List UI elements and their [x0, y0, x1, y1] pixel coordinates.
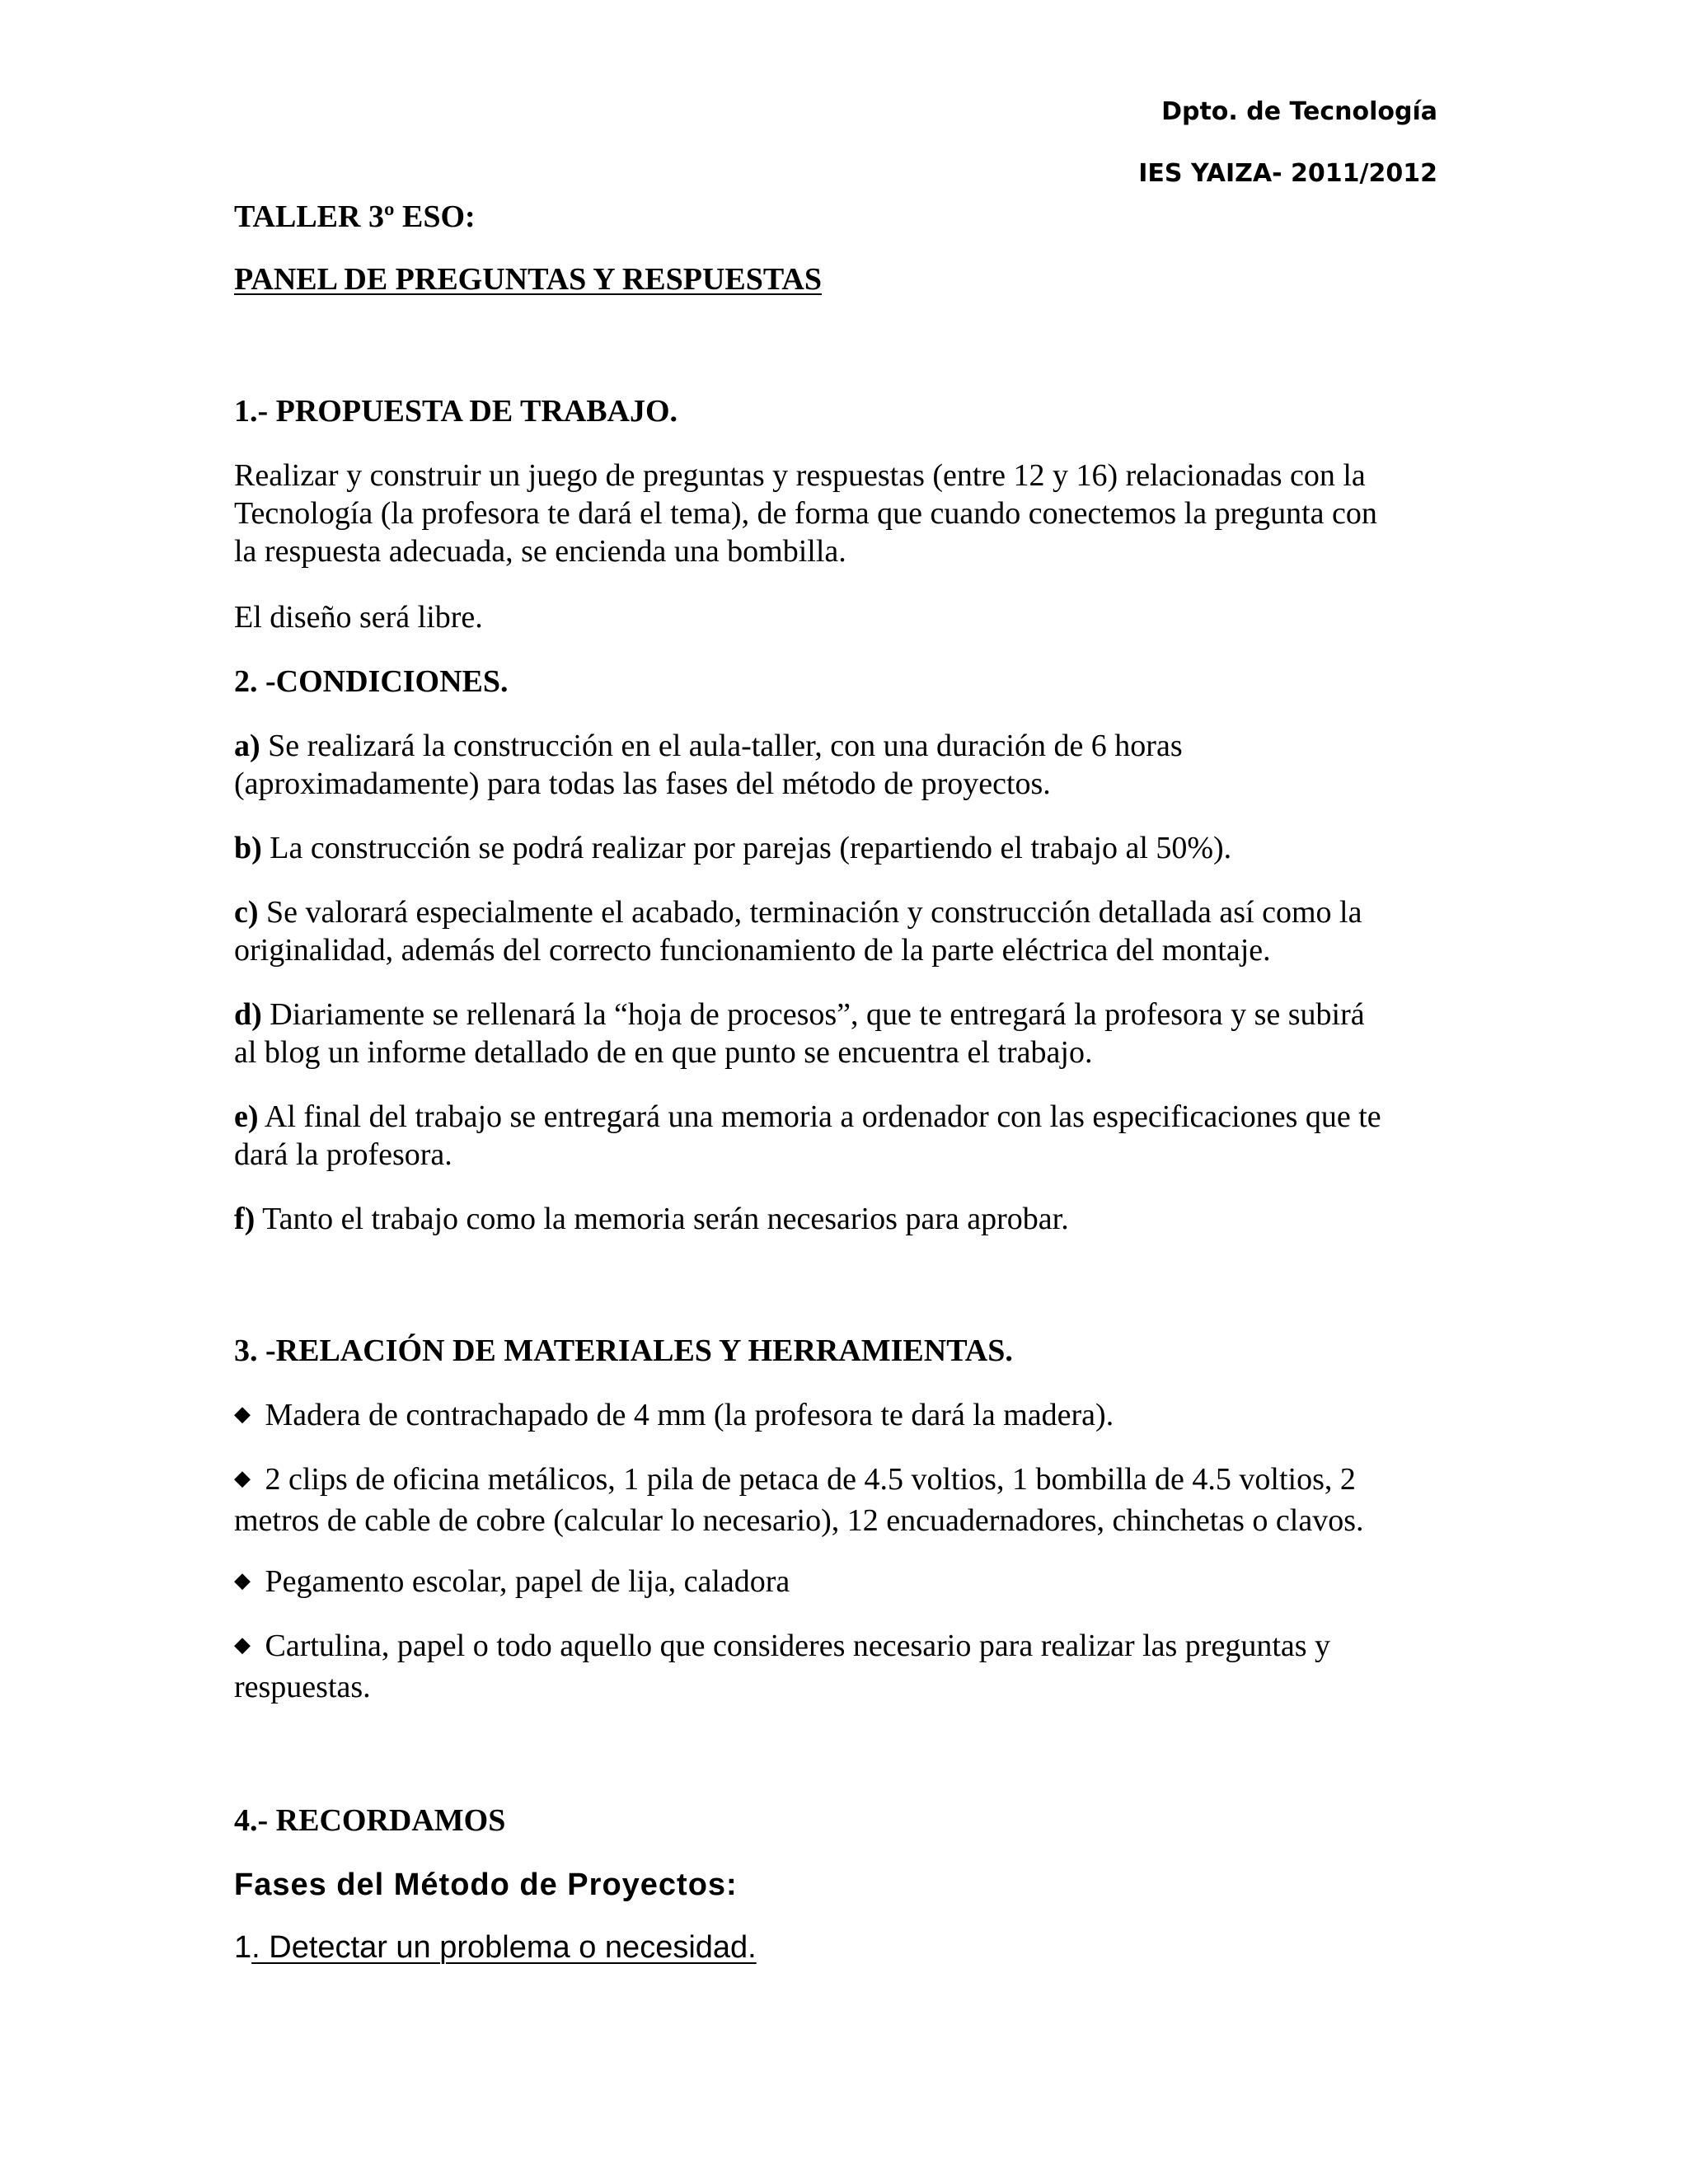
condition-text: Al final del trabajo se entregará una memoria a ordenador con las especificaciones que te — [258, 1099, 1381, 1134]
section-4-heading: 4.- RECORDAMOS — [234, 1803, 506, 1838]
condition-label: d) — [234, 997, 262, 1032]
condition-label: b) — [234, 831, 262, 865]
diamond-bullet-icon: ◆ — [234, 1568, 251, 1592]
material-text: Pegamento escolar, papel de lija, caladora — [257, 1564, 790, 1599]
step-number: 1 — [234, 1930, 252, 1965]
material-item — [234, 1396, 1446, 1437]
section-1-line-1: Realizar y construir un juego de preguntas y respuestas (entre 12 y 16) relacionadas con la — [234, 458, 1366, 493]
section-1-design-note — [234, 598, 1446, 636]
title: TALLER 3º ESO: — [234, 199, 476, 234]
condition-text: Tanto el trabajo como la memoria serán necesarios para aprobar. — [255, 1202, 1069, 1236]
material-text: Cartulina, papel o todo aquello que consideres necesario para realizar las preguntas y — [257, 1629, 1331, 1663]
section-4 — [234, 1802, 1446, 1840]
condition-text: Se realizará la construcción en el aula-taller, con una duración de 6 horas — [260, 729, 1183, 763]
condition-e — [234, 1098, 1446, 1174]
fases-block — [234, 1866, 1446, 1904]
condition-c — [234, 893, 1446, 969]
document-title — [234, 198, 1446, 236]
condition-label: e) — [234, 1099, 259, 1134]
section-1-line-2: Tecnología (la profesora te dará el tema), de forma que cuando conectemos la pregunta con — [234, 496, 1377, 531]
diamond-bullet-icon: ◆ — [234, 1466, 251, 1490]
section-3-heading: 3. -RELACIÓN DE MATERIALES Y HERRAMIENTAS. — [234, 1333, 1013, 1368]
step-text: . Detectar un problema o necesidad. — [251, 1930, 757, 1965]
material-text-line-2: metros de cable de cobre (calcular lo necesario), 12 encuadernadores, chinchetas o clavos. — [234, 1503, 1364, 1538]
section-3 — [234, 1332, 1446, 1370]
material-item — [234, 1563, 1446, 1604]
material-item — [234, 1627, 1446, 1706]
section-1-paragraph-2: El diseño será libre. — [234, 600, 483, 635]
section-2-heading: 2. -CONDICIONES. — [234, 664, 509, 699]
document-subtitle-block — [234, 260, 1446, 298]
material-item — [234, 1460, 1446, 1540]
condition-label: f) — [234, 1202, 256, 1236]
header-school-year: IES YAIZA- 2011/2012 — [1138, 159, 1437, 188]
section-1-paragraph — [234, 457, 1446, 570]
section-1 — [234, 392, 1446, 430]
fases-title: Fases del Método de Proyectos: — [234, 1868, 738, 1902]
diamond-bullet-icon: ◆ — [234, 1402, 251, 1426]
condition-label: c) — [234, 895, 259, 930]
material-text-line-2: respuestas. — [234, 1670, 371, 1704]
subtitle: PANEL DE PREGUNTAS Y RESPUESTAS — [234, 262, 822, 297]
condition-d — [234, 996, 1446, 1071]
material-text: Madera de contrachapado de 4 mm (la profesora te dará la madera). — [257, 1398, 1114, 1432]
condition-text: Diariamente se rellenará la “hoja de procesos”, que te entregará la profesora y se subirá — [261, 997, 1365, 1032]
condition-b — [234, 829, 1446, 867]
header-department: Dpto. de Tecnología — [1161, 97, 1437, 126]
condition-text: Se valorará especialmente el acabado, terminación y construcción detallada así como la — [258, 895, 1362, 930]
condition-a — [234, 727, 1446, 803]
condition-text-line-2: dará la profesora. — [234, 1137, 452, 1172]
condition-f — [234, 1200, 1446, 1238]
condition-text: La construcción se podrá realizar por parejas (repartiendo el trabajo al 50%). — [261, 831, 1232, 865]
section-1-heading: 1.- PROPUESTA DE TRABAJO. — [234, 394, 678, 429]
condition-text-line-2: al blog un informe detallado de en que punto se encuentra el trabajo. — [234, 1035, 1093, 1070]
condition-text-line-2: (aproximadamente) para todas las fases del método de proyectos. — [234, 766, 1051, 801]
section-1-line-3: la respuesta adecuada, se encienda una bombilla. — [234, 534, 846, 569]
step-1 — [234, 1929, 1446, 1966]
condition-label: a) — [234, 729, 260, 763]
material-text: 2 clips de oficina metálicos, 1 pila de petaca de 4.5 voltios, 1 bombilla de 4.5 voltios, 2 — [257, 1462, 1356, 1497]
section-2 — [234, 663, 1446, 701]
condition-text-line-2: originalidad, además del correcto funcionamiento de la parte eléctrica del montaje. — [234, 933, 1271, 968]
diamond-bullet-icon: ◆ — [234, 1633, 251, 1657]
